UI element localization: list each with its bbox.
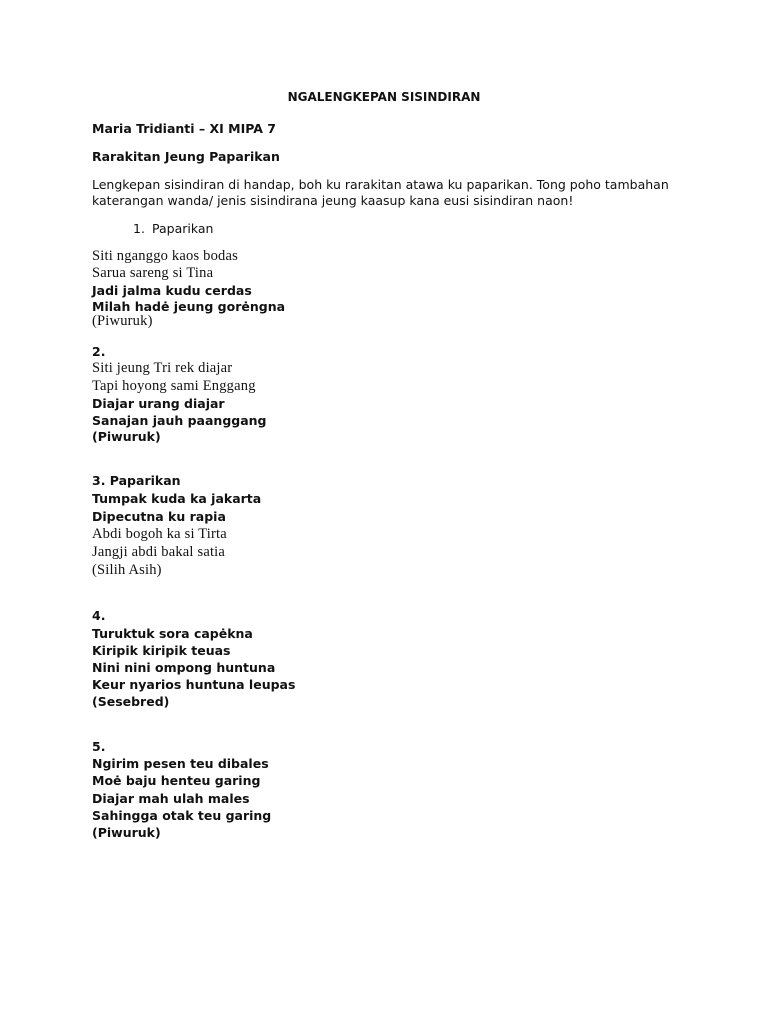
section-2-note: (Piwuruk)	[92, 429, 161, 444]
section-4-note: (Sesebred)	[92, 694, 170, 709]
section-1-line-4: Milah hadė jeung gorėngna	[92, 299, 286, 314]
section-5-line-2: Moė baju henteu garing	[92, 773, 261, 788]
section-4-line-3: Nini nini ompong huntuna	[92, 660, 276, 675]
section-2-line-2: Tapi hoyong sami Enggang	[92, 378, 256, 394]
section-1-line-1: Siti nganggo kaos bodas	[92, 248, 238, 264]
instruction-line-1: Lengkepan sisindiran di handap, boh ku rarakitan atawa ku paparikan. Tong poho tambahan	[92, 177, 669, 192]
section-3-number: 3. Paparikan	[92, 473, 181, 488]
section-2-number: 2.	[92, 344, 106, 359]
section-5-number: 5.	[92, 739, 106, 754]
section-3-line-1: Tumpak kuda ka jakarta	[92, 491, 262, 506]
section-5-line-4: Sahingga otak teu garing	[92, 808, 272, 823]
section-5-note: (Piwuruk)	[92, 825, 161, 840]
section-4-line-4: Keur nyarios huntuna leupas	[92, 677, 296, 692]
section-3-line-2: Dipecutna ku rapia	[92, 509, 226, 524]
section-2-line-3: Diajar urang diajar	[92, 396, 225, 411]
section-4-number: 4.	[92, 608, 106, 623]
section-1-note: (Piwuruk)	[92, 313, 153, 329]
author-line: Maria Tridianti – XI MIPA 7	[92, 121, 276, 136]
section-1-line-3: Jadi jalma kudu cerdas	[92, 283, 252, 298]
section-1-number: 1.	[133, 221, 145, 236]
instruction-line-2: katerangan wanda/ jenis sisindirana jeung kaasup kana eusi sisindiran naon!	[92, 193, 574, 208]
section-2-line-4: Sanajan jauh paanggang	[92, 413, 267, 428]
subtitle: Rarakitan Jeung Paparikan	[92, 149, 280, 164]
section-3-line-3: Abdi bogoh ka si Tirta	[92, 526, 227, 542]
section-5-line-3: Diajar mah ulah males	[92, 791, 250, 806]
section-1-heading: Paparikan	[152, 221, 214, 236]
section-5-line-1: Ngirim pesen teu dibales	[92, 756, 269, 771]
section-1-line-2: Sarua sareng si Tina	[92, 265, 214, 281]
page-title: NGALENGKEPAN SISINDIRAN	[287, 90, 481, 104]
section-3-line-4: Jangji abdi bakal satia	[92, 544, 226, 560]
section-4-line-2: Kiripik kiripik teuas	[92, 643, 231, 658]
section-2-line-1: Siti jeung Tri rek diajar	[92, 360, 233, 376]
section-3-note: (Silih Asih)	[92, 562, 162, 578]
section-4-line-1: Turuktuk sora capėkna	[92, 626, 253, 641]
